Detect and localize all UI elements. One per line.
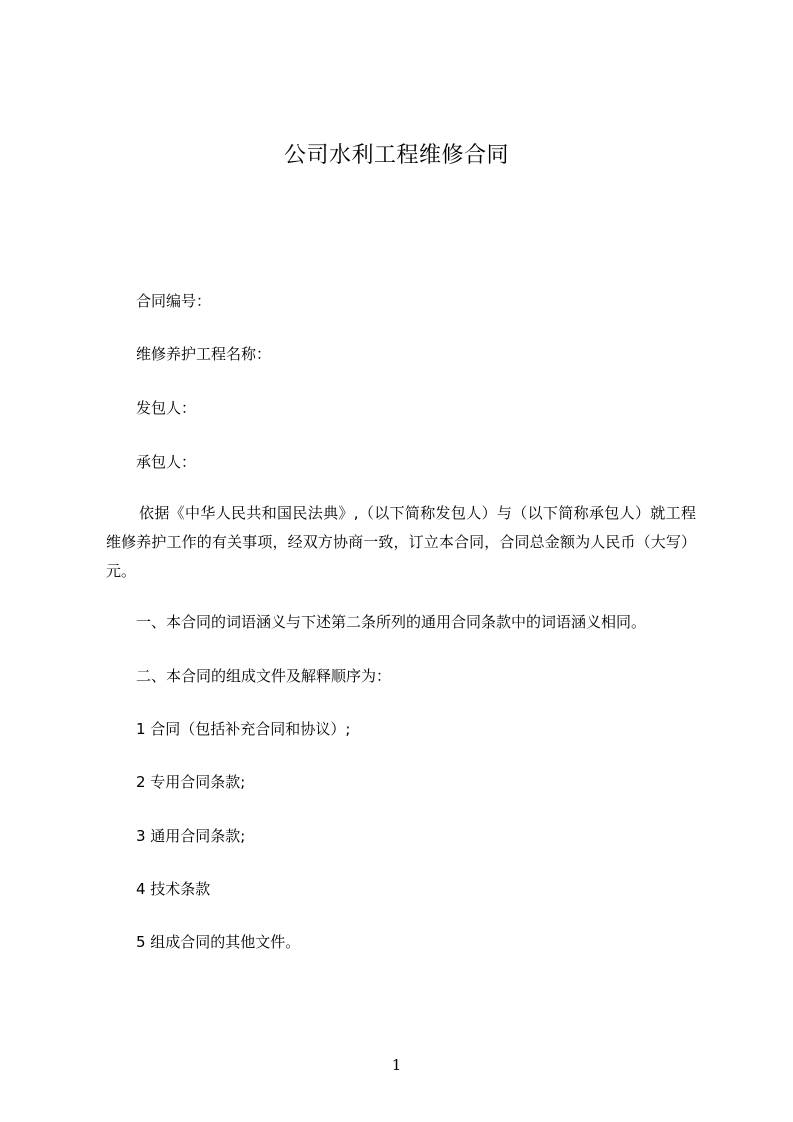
contractor-label: 承包人： bbox=[136, 453, 197, 471]
clause-2: 二、本合同的组成文件及解释顺序为： bbox=[136, 667, 392, 685]
document-list-item-3: 3 通用合同条款; bbox=[136, 827, 246, 845]
clause-1: 一、本合同的词语涵义与下述第二条所列的通用合同条款中的词语涵义相同。 bbox=[136, 613, 647, 631]
contract-number-label: 合同编号： bbox=[136, 292, 212, 310]
document-list-item-5: 5 组成合同的其他文件。 bbox=[136, 933, 301, 951]
page-title: 公司水利工程维修合同 bbox=[283, 143, 509, 168]
document-list-item-1: 1 合同（包括补充合同和协议）; bbox=[136, 720, 351, 738]
document-list-item-4: 4 技术条款 bbox=[136, 880, 211, 898]
project-name-label: 维修养护工程名称： bbox=[136, 345, 272, 363]
preamble-paragraph: 依据《中华人民共和国民法典》,（以下简称发包人）与（以下简称承包人）就工程维修养护工作的有关事项，经双方协商一致，订立本合同，合同总金额为人民币（大写）元。 bbox=[106, 504, 696, 580]
employer-label: 发包人： bbox=[136, 399, 197, 417]
document-list-item-2: 2 专用合同条款; bbox=[136, 773, 246, 791]
page-number: 1 bbox=[391, 1056, 402, 1074]
